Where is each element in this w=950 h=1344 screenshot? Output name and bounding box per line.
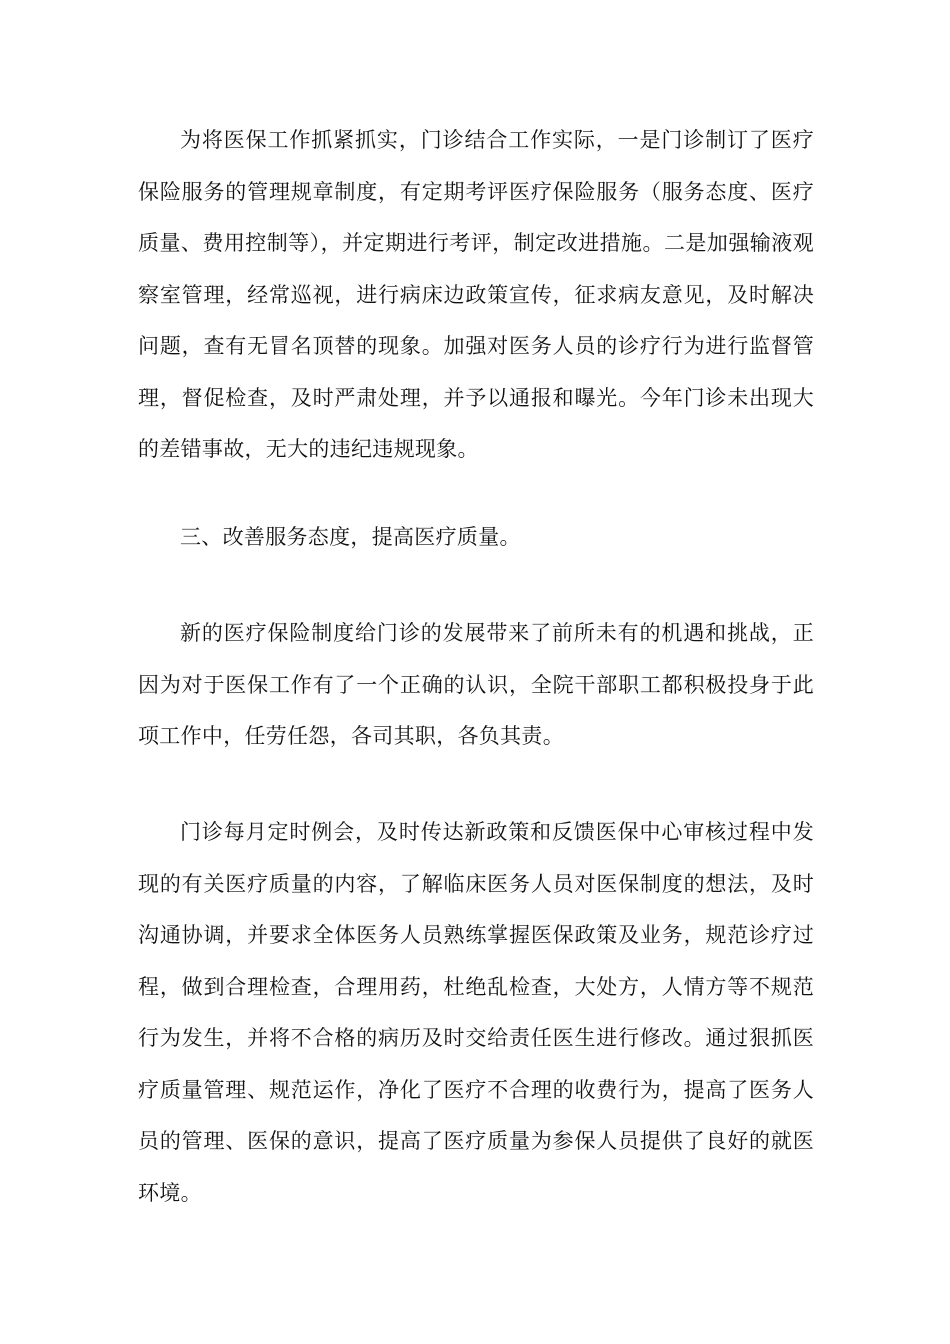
paragraph-medical-insurance-management: 为将医保工作抓紧抓实，门诊结合工作实际，一是门诊制订了医疗保险服务的管理规章制度，有定期考评医疗保险服务（服务态度、医疗质量、费用控制等），并定期进行考评，制定改进措施。二是加强输液观察室管理，经常巡视，进行病床边政策宣传，征求病友意见，及时解决问题，查有无冒名顶替的现象。加强对医务人员的诊疗行为进行监督管理，督促检查，及时严肃处理，并予以通报和曝光。今年门诊未出现大的差错事故，无大的违纪违规现象。 [138,128,814,461]
paragraph-monthly-meetings: 门诊每月定时例会，及时传达新政策和反馈医保中心审核过程中发现的有关医疗质量的内容，了解临床医务人员对医保制度的想法，及时沟通协调，并要求全体医务人员熟练掌握医保政策及业务，规范诊疗过程，做到合理检查，合理用药，杜绝乱检查，大处方，人情方等不规范行为发生，并将不合格的病历及时交给责任医生进行修改。通过狠抓医疗质量管理、规范运作，净化了医疗不合理的收费行为，提高了医务人员的管理、医保的意识，提高了医疗质量为参保人员提供了良好的就医环境。 [138,820,814,1205]
paragraph-new-insurance-system: 新的医疗保险制度给门诊的发展带来了前所未有的机遇和挑战，正因为对于医保工作有了一个正确的认识，全院干部职工都积极投身于此项工作中，任劳任怨，各司其职，各负其责。 [138,621,814,748]
section-heading-service-quality: 三、改善服务态度，提高医疗质量。 [180,525,521,549]
